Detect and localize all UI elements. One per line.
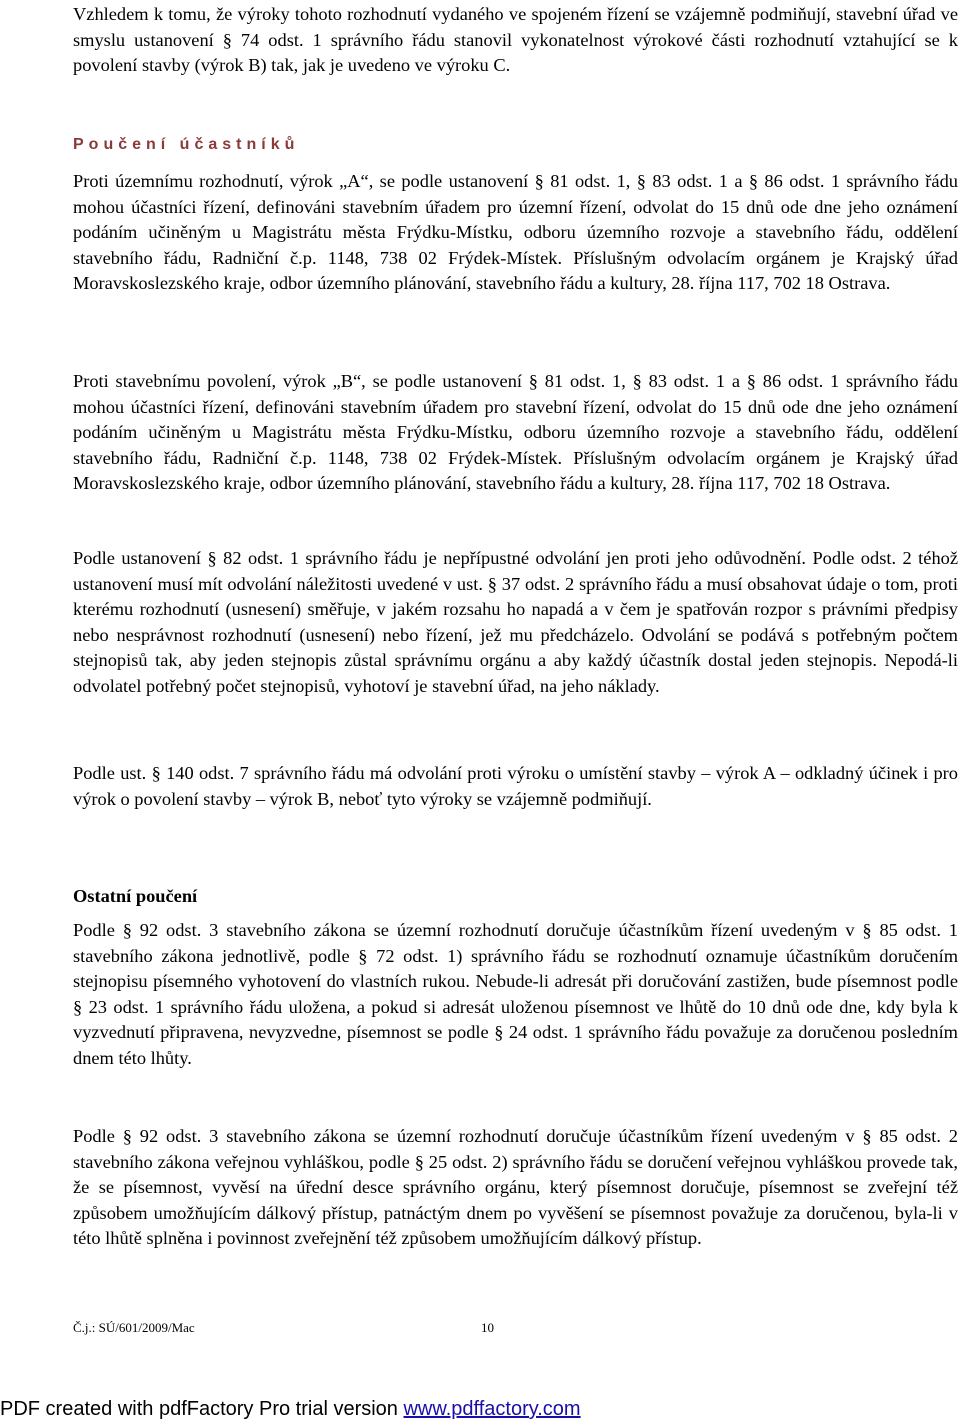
sec82-paragraph: Podle ustanovení § 82 odst. 1 správního řádu je nepřípustné odvolání jen proti jeho odůvodnění. Podle odst. 2 téhož ustanovení musí mít odvolání náležitosti uvedené v ust. § 37 odst. 2 správního řádu a musí obsahovat údaje o tom, proti kterému rozhodnutí (usnesení) směřuje, v jakém rozsahu ho napadá a v čem je spatřován rozpor s právními předpisy nebo nesprávnost rozhodnutí (usnesení) nebo řízení, jež mu předcházelo. Odvolání se podává s potřebným počtem stejnopisů tak, aby jeden stejnopis zůstal správnímu orgánu a aby každý účastník dostal jeden stejnopis. Nepodá-li odvolatel potřebný počet stejnopisů, vyhotoví je stavební úřad, na jeho náklady. — [73, 548, 958, 696]
appeal-b-section — [73, 369, 958, 497]
pdf-trial-banner — [0, 1398, 960, 1426]
other-heading-section — [73, 884, 958, 909]
appeal-a-paragraph: Proti územnímu rozhodnutí, výrok „A“, se podle ustanovení § 81 odst. 1, § 83 odst. 1 a § 86 odst. 1 správního řádu mohou účastníci řízení, definováni stavebním úřadem pro územní řízení, odvolat do 15 dnů ode dne jeho oznámení podáním učiněným u Magistrátu města Frýdku-Místku, odboru územního rozvoje a stavebního řádu, oddělení stavebního řádu, Radniční č.p. 1148, 738 02 Frýdek-Místek. Příslušným odvolacím orgánem je Krajský úřad Moravskoslezského kraje, odbor územního plánování, stavebního řádu a kultury, 28. října 117, 702 18 Ostrava. — [73, 171, 958, 293]
appeal-b-paragraph: Proti stavebnímu povolení, výrok „B“, se podle ustanovení § 81 odst. 1, § 83 odst. 1 a § 86 odst. 1 správního řádu mohou účastníci řízení, definováni stavebním úřadem pro stavební řízení, odvolat do 15 dnů ode dne jeho oznámení podáním učiněným u Magistrátu města Frýdku-Místku, odboru územního rozvoje a stavebního řádu, oddělení stavebního řádu, Radniční č.p. 1148, 738 02 Frýdek-Místek. Příslušným odvolacím orgánem je Krajský úřad Moravskoslezského kraje, odbor územního plánování, stavebního řádu a kultury, 28. října 117, 702 18 Ostrava. — [73, 371, 958, 493]
footer-page-number: 10 — [481, 1320, 494, 1335]
appeal-a-section — [73, 169, 958, 297]
intro-paragraph: Vzhledem k tomu, že výroky tohoto rozhodnutí vydaného ve spojeném řízení se vzájemně podmiňují, stavební úřad ve smyslu ustanovení § 74 odst. 1 správního řádu stanovil vykonatelnost výrokové části rozhodnutí vztahující se k povolení stavby (výrok B) tak, jak je uvedeno ve výroku C. — [73, 4, 958, 75]
banner-text: PDF created with pdfFactory Pro trial version — [0, 1398, 404, 1420]
footer-reference: Č.j.: SÚ/601/2009/Mac — [73, 1320, 195, 1335]
banner-link[interactable]: www.pdffactory.com — [403, 1398, 581, 1420]
heading-other: Ostatní poučení — [73, 886, 198, 906]
heading-participants: Poučení účastníků — [73, 136, 300, 153]
sec140-section — [73, 761, 958, 812]
sec82-section — [73, 546, 958, 699]
participants-heading-section — [73, 133, 958, 157]
intro-section — [73, 2, 958, 79]
other2-paragraph: Podle § 92 odst. 3 stavebního zákona se územní rozhodnutí doručuje účastníkům řízení uvedeným v § 85 odst. 2 stavebního zákona veřejnou vyhláškou, podle § 25 odst. 2) správního řádu se doručení veřejnou vyhláškou provede tak, že se písemnost, vyvěsí na úřední desce správního orgánu, který písemnost doručuje, písemnost se zveřejní též způsobem umožňujícím dálkový přístup, patnáctým dnem po vyvěšení se písemnost považuje za doručenou, byla-li v této lhůtě splněna i povinnost zveřejnění též způsobem umožňujícím dálkový přístup. — [73, 1126, 958, 1248]
other1-section — [73, 918, 958, 1071]
other2-section — [73, 1124, 958, 1252]
sec140-paragraph: Podle ust. § 140 odst. 7 správního řádu má odvolání proti výroku o umístění stavby – výrok A – odkladný účinek i pro výrok o povolení stavby – výrok B, neboť tyto výroky se vzájemně podmiňují. — [73, 763, 958, 809]
other1-paragraph: Podle § 92 odst. 3 stavebního zákona se územní rozhodnutí doručuje účastníkům řízení uvedeným v § 85 odst. 1 stavebního zákona jednotlivě, podle § 72 odst. 1) správního řádu se rozhodnutí oznamuje účastníkům doručením stejnopisu písemného vyhotovení do vlastních rukou. Nebude-li adresát při doručování zastižen, bude písemnost podle § 23 odst. 1 správního řádu uložena, a pokud si adresát uloženou písemnost ve lhůtě do 10 dnů ode dne, kdy byla k vyzvednutí připravena, nevyzvedne, písemnost se podle § 24 odst. 1 správního řádu považuje za doručenou posledním dnem této lhůty. — [73, 920, 958, 1068]
